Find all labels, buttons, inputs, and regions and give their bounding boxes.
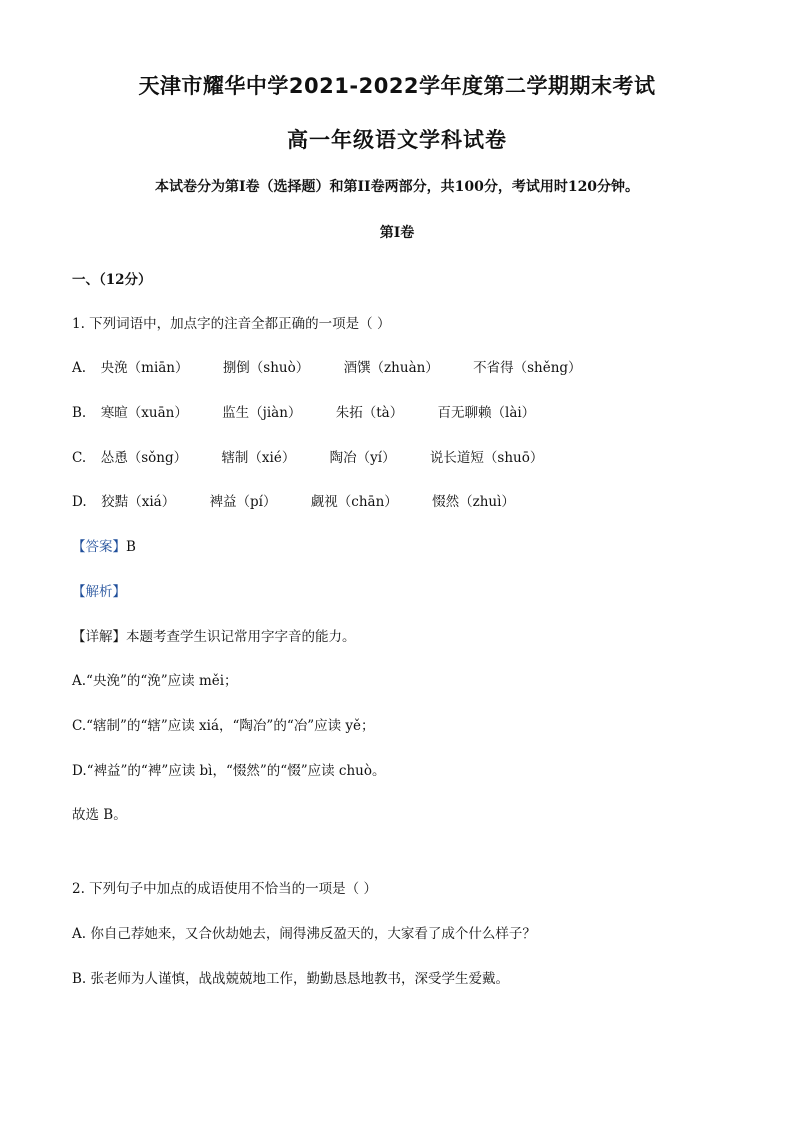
- option-word: 觑视（chān）: [310, 494, 398, 510]
- q2-option-a: A. 你自己荐她来，又合伙劫她去，闹得沸反盈天的，大家看了成个什么样子？: [72, 926, 536, 942]
- volume-heading: 第Ⅰ卷: [379, 225, 415, 241]
- option-word: 朱拓（tà）: [335, 405, 404, 421]
- option-label: B.: [72, 405, 87, 421]
- option-word: 怂恿（sǒng）: [100, 450, 188, 466]
- q1-explain-d: D.“裨益”的“裨”应读 bì，“惙然”的“惙”应读 chuò。: [72, 763, 386, 779]
- section-heading: 一、（12分）: [72, 272, 152, 288]
- option-label: C.: [72, 450, 87, 466]
- exam-title: 天津市耀华中学2021-2022学年度第二学期期末考试: [138, 74, 656, 98]
- option-word: 辖制（xié）: [221, 450, 296, 466]
- option-word: 监生（jiàn）: [222, 405, 302, 421]
- option-word: 说长道短（shuō）: [429, 450, 544, 466]
- q1-explain-c: C.“辖制”的“辖”应读 xiá，“陶冶”的“冶”应读 yě；: [72, 718, 375, 734]
- option-word: 捌倒（shuò）: [222, 360, 310, 376]
- q1-option-c: [72, 446, 573, 466]
- option-word: 惙然（zhuì）: [432, 494, 515, 510]
- answer-tag: 【答案】: [72, 539, 126, 555]
- exam-subtitle: 高一年级语文学科试卷: [287, 128, 507, 152]
- q1-analysis: [72, 580, 126, 600]
- answer-value: B: [126, 539, 136, 555]
- exam-intro: 本试卷分为第Ⅰ卷（选择题）和第II卷两部分，共100分，考试用时120分钟。: [154, 179, 640, 195]
- q1-answer: [72, 535, 136, 555]
- option-label: D.: [72, 494, 87, 510]
- q1-explain-a: A.“央浼”的“浼”应读 měi；: [72, 673, 238, 689]
- option-word: 寒暄（xuān）: [100, 405, 188, 421]
- option-label: A.: [72, 360, 87, 376]
- option-word: 百无聊赖（lài）: [437, 405, 536, 421]
- q1-option-a: [72, 356, 612, 376]
- q1-detail: [72, 625, 356, 645]
- option-word: 陶冶（yí）: [329, 450, 396, 466]
- q1-conclusion: 故选 B。: [72, 807, 127, 823]
- question-1-stem: 1. 下列词语中，加点字的注音全都正确的一项是（ ）: [72, 316, 391, 332]
- option-word: 裨益（pí）: [209, 494, 277, 510]
- q2-option-b: B. 张老师为人谨慎，战战兢兢地工作，勤勤恳恳地教书，深受学生爱戴。: [72, 971, 510, 987]
- detail-text: 本题考查学生识记常用字字音的能力。: [126, 629, 356, 645]
- option-word: 狡黠（xiá）: [101, 494, 176, 510]
- q1-option-d: [72, 490, 545, 510]
- question-2-stem: 2. 下列句子中加点的成语使用不恰当的一项是（ ）: [72, 881, 377, 897]
- q1-option-b: [72, 401, 565, 421]
- option-word: 央浼（miān）: [100, 360, 189, 376]
- option-word: 不省得（shěng）: [473, 360, 582, 376]
- analysis-tag: 【解析】: [72, 584, 126, 600]
- option-word: 酒馔（zhuàn）: [343, 360, 439, 376]
- detail-tag: 【详解】: [72, 629, 126, 645]
